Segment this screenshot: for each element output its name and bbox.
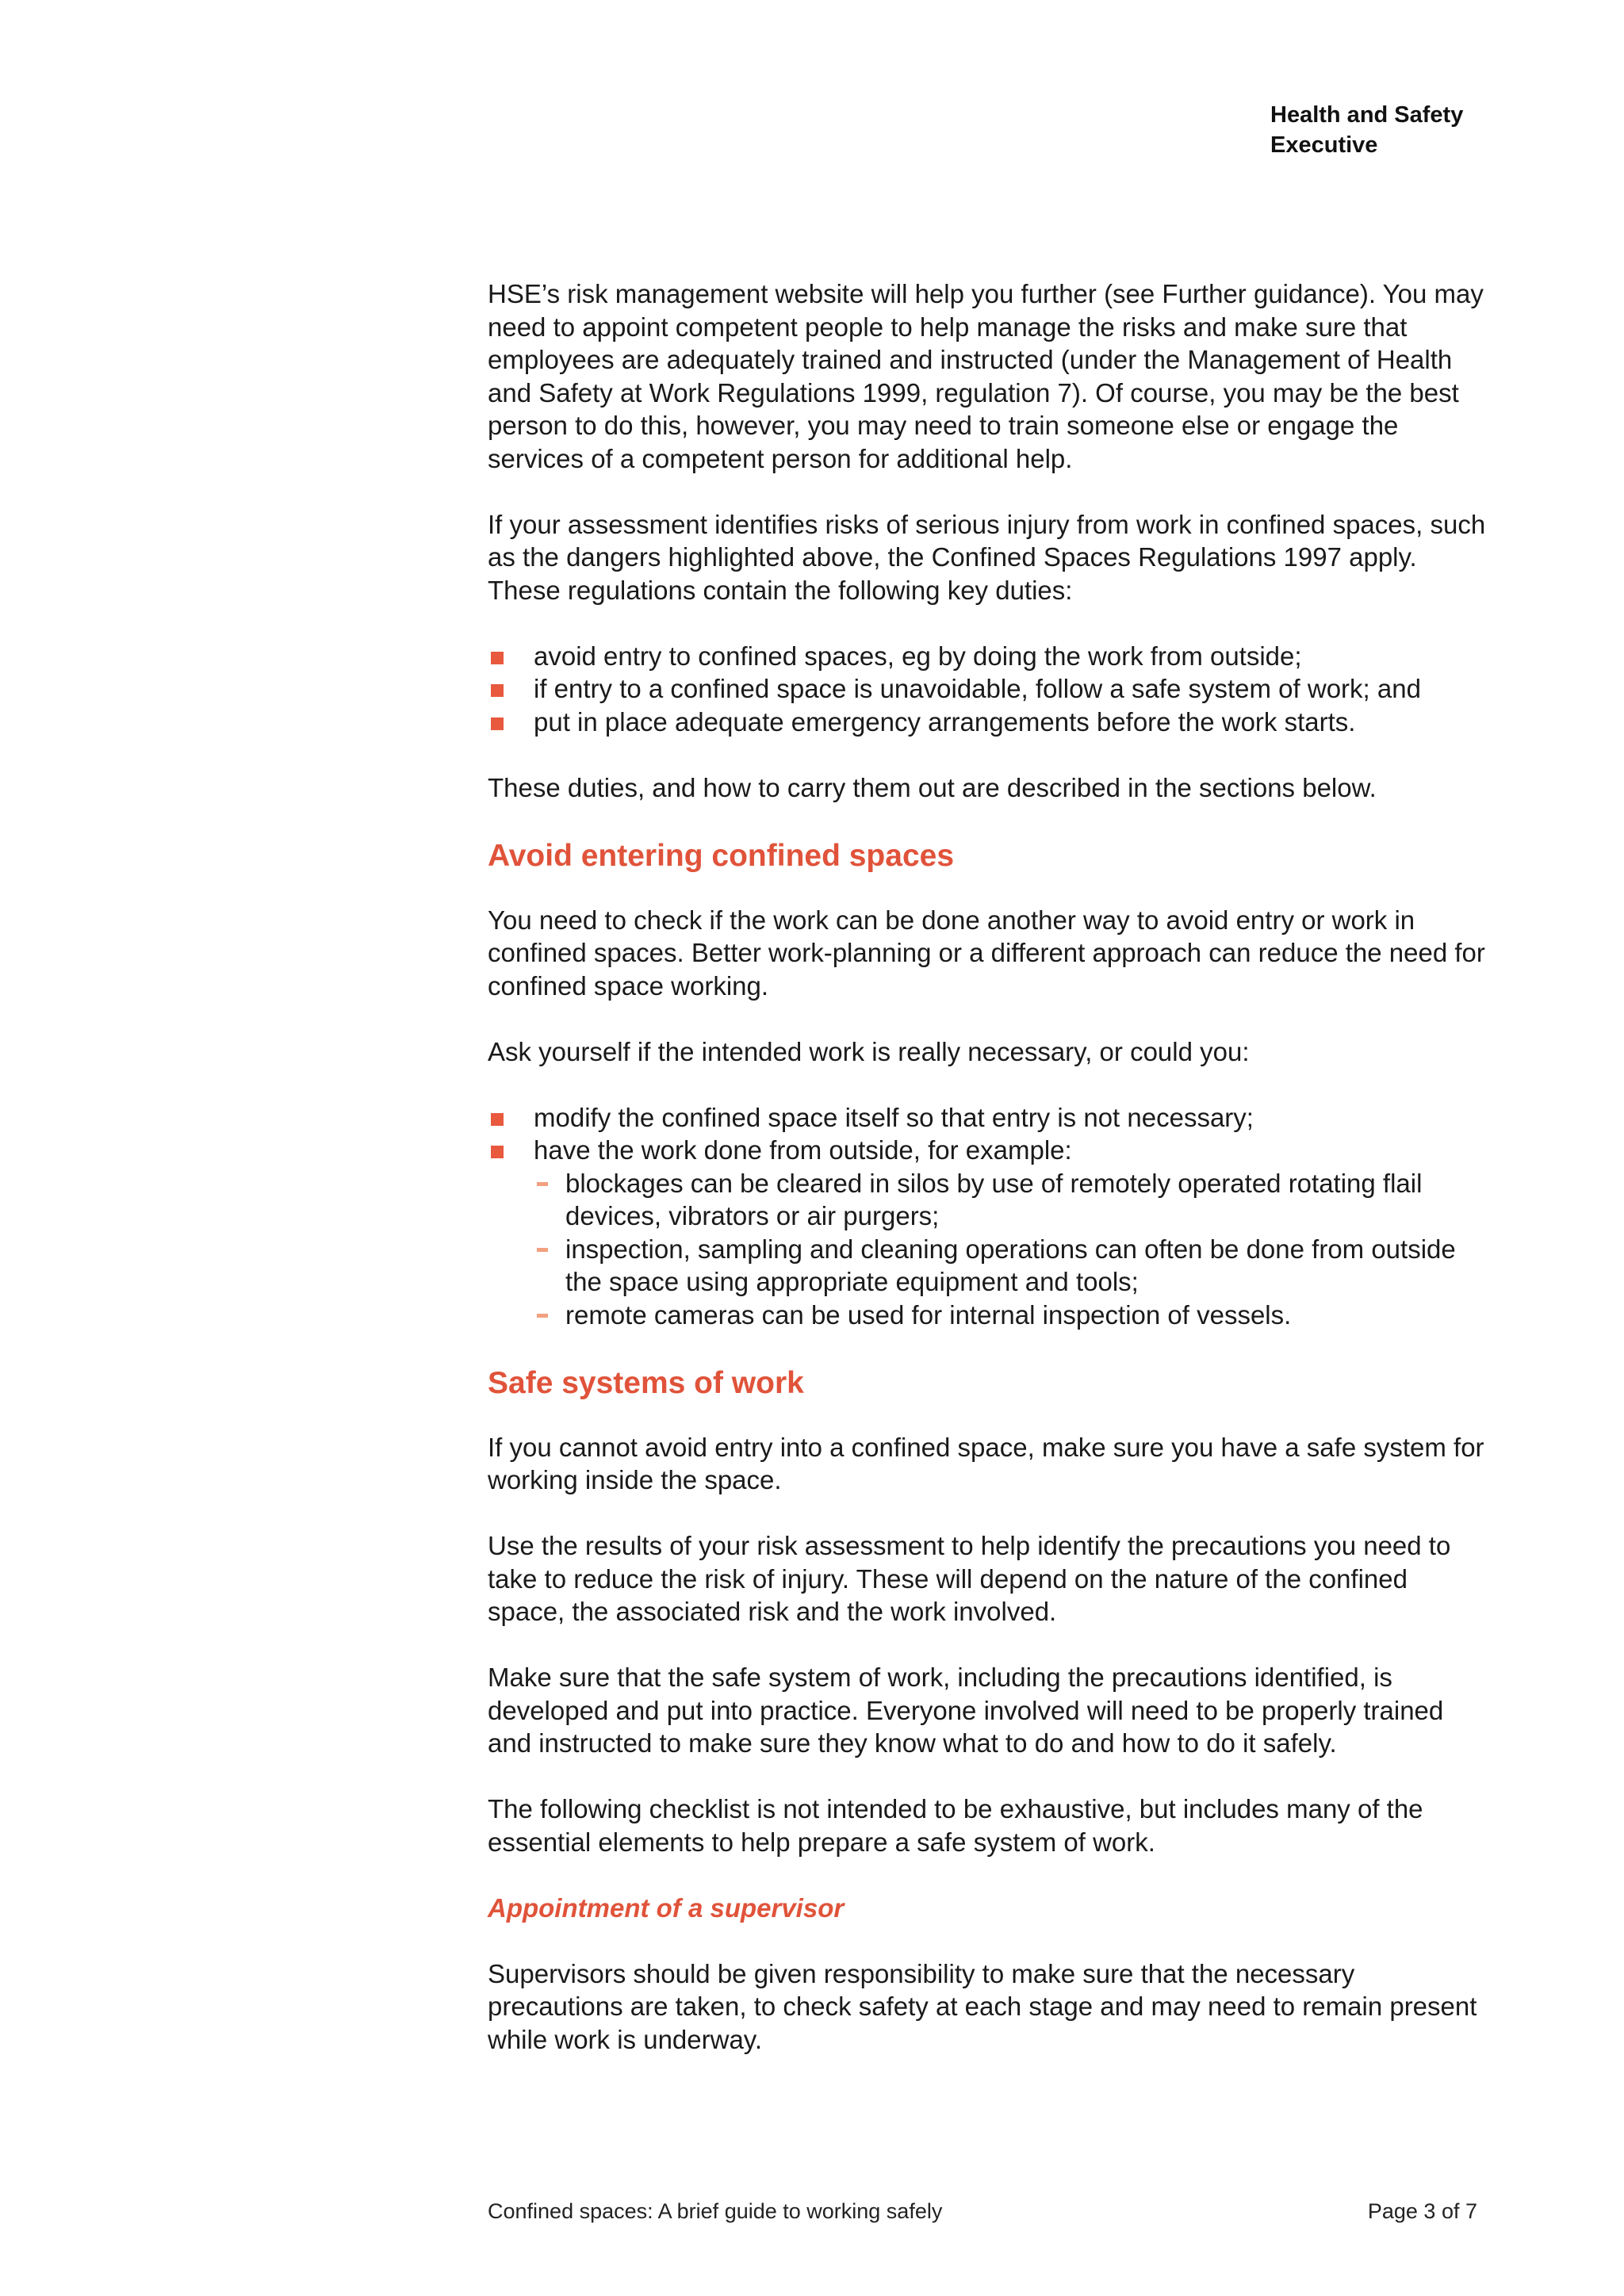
key-duties-list (488, 640, 1488, 739)
list-item-outside (488, 1134, 1488, 1331)
list-item-duty-3: put in place adequate emergency arrangements before the work starts. (488, 706, 1488, 739)
organisation-name (1270, 100, 1463, 160)
paragraph-duties-intro: These duties, and how to carry them out are described in the sections below. (488, 772, 1377, 802)
heading-avoid-entering: Avoid entering confined spaces (488, 838, 955, 873)
organisation-name-line1: Health and Safety (1270, 102, 1464, 128)
paragraph-supervisors: Supervisors should be given responsibility to make sure that the necessary precautions are taken, to check safety at each stage and may need to remain present while work is underway. (488, 1958, 1477, 2054)
sub-item-inspection: inspection, sampling and cleaning operations can often be done from outside the space using appropriate equipment and tools; (534, 1233, 1488, 1299)
paragraph-checklist: The following checklist is not intended to be exhaustive, but includes many of the essential elements to help prepare a safe system of work. (488, 1794, 1423, 1857)
paragraph-check-work: You need to check if the work can be done another way to avoid entry or work in confined spaces. Better work-planning or a different approach can reduce the need for confined space working. (488, 905, 1485, 1001)
paragraph-cannot-avoid: If you cannot avoid entry into a confined space, make sure you have a safe system for working inside the space. (488, 1432, 1484, 1494)
paragraph-risk-management: HSE’s risk management website will help you further (see Further guidance). You may need to appoint competent people to help manage the risks and make sure that employees are adequately trained and instructed (under the Management of Health and Safety at Work Regulations 1999, regulation 7). Of course, you may be the best person to do this, however, you may need to train someone else or engage the services of a competent person for additional help. (488, 279, 1484, 473)
document-body (488, 277, 1488, 2089)
list-item-outside-label: have the work done from outside, for example: (534, 1135, 1072, 1165)
paragraph-safe-system: Make sure that the safe system of work, including the precautions identified, is developed and put into practice. Everyone involved will need to be properly trained and instructed to make sure they know what to do and how to do it safely. (488, 1663, 1444, 1758)
list-item-modify: modify the confined space itself so that entry is not necessary; (488, 1101, 1488, 1135)
heading-safe-systems: Safe systems of work (488, 1365, 804, 1400)
paragraph-regulations: If your assessment identifies risks of serious injury from work in confined spaces, such as the dangers highlighted above, the Confined Spaces Regulations 1997 apply. These regulations contain the following key duties: (488, 509, 1486, 605)
footer-document-title: Confined spaces: A brief guide to working safely (488, 2199, 943, 2223)
paragraph-ask-yourself: Ask yourself if the intended work is really necessary, or could you: (488, 1036, 1250, 1066)
examples-list (534, 1167, 1488, 1332)
heading-supervisor: Appointment of a supervisor (488, 1892, 845, 1923)
alternatives-list (488, 1101, 1488, 1332)
footer-page-number: Page 3 of 7 (1367, 2199, 1477, 2223)
organisation-name-line2: Executive (1270, 132, 1378, 158)
sub-item-cameras: remote cameras can be used for internal inspection of vessels. (534, 1299, 1488, 1332)
list-item-duty-1: avoid entry to confined spaces, eg by doing the work from outside; (488, 640, 1488, 673)
paragraph-risk-assessment: Use the results of your risk assessment to help identify the precautions you need to take to reduce the risk of injury. These will depend on the nature of the confined space, the associated risk and the work involved. (488, 1531, 1451, 1626)
list-item-duty-2: if entry to a confined space is unavoidable, follow a safe system of work; and (488, 672, 1488, 706)
sub-item-blockages: blockages can be cleared in silos by use of remotely operated rotating flail devices, vibrators or air purgers; (534, 1167, 1488, 1233)
